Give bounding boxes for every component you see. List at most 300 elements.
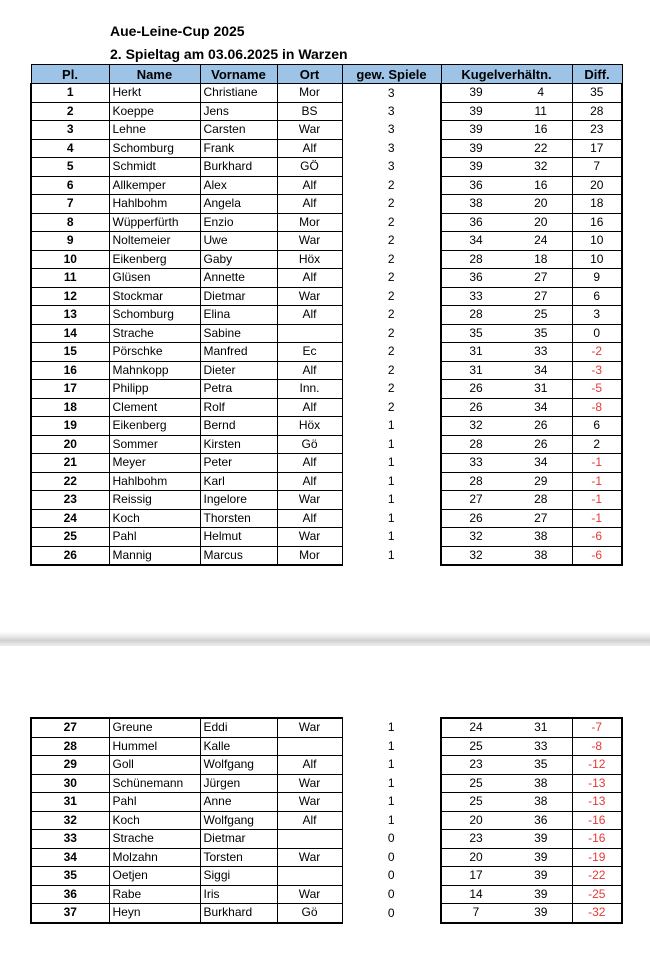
name-cell: Wüpperfürth	[109, 213, 200, 232]
first-name-cell: Uwe	[200, 232, 277, 251]
balls-against-cell: 34	[510, 361, 572, 380]
table-row	[31, 435, 622, 454]
balls-against-cell: 20	[510, 213, 572, 232]
name-cell: Heyn	[109, 904, 200, 923]
first-name-cell: Peter	[200, 454, 277, 473]
location-cell	[277, 830, 342, 849]
balls-against-cell: 38	[510, 774, 572, 793]
difference-cell: -1	[572, 454, 622, 473]
rank-cell: 19	[31, 417, 109, 436]
first-name-cell: Thorsten	[200, 509, 277, 528]
difference-cell: 6	[572, 417, 622, 436]
table-row	[31, 250, 622, 269]
games-won-cell: 0	[342, 848, 441, 867]
header-name: Name	[109, 65, 200, 84]
first-name-cell: Iris	[200, 885, 277, 904]
games-won-cell: 2	[342, 176, 441, 195]
location-cell: Höx	[277, 250, 342, 269]
first-name-cell: Enzio	[200, 213, 277, 232]
table-row	[31, 491, 622, 510]
rank-cell: 20	[31, 435, 109, 454]
balls-for-cell: 14	[441, 885, 510, 904]
rank-cell: 21	[31, 454, 109, 473]
rank-cell: 26	[31, 546, 109, 565]
location-cell: Mor	[277, 213, 342, 232]
first-name-cell: Eddi	[200, 718, 277, 737]
difference-cell: -12	[572, 756, 622, 775]
first-name-cell: Sabine	[200, 324, 277, 343]
rank-cell: 10	[31, 250, 109, 269]
name-cell: Glüsen	[109, 269, 200, 288]
name-cell: Koch	[109, 811, 200, 830]
difference-cell: -5	[572, 380, 622, 399]
name-cell: Meyer	[109, 454, 200, 473]
difference-cell: -25	[572, 885, 622, 904]
location-cell: Mor	[277, 546, 342, 565]
games-won-cell: 1	[342, 509, 441, 528]
table-row	[31, 454, 622, 473]
difference-cell: -13	[572, 774, 622, 793]
name-cell: Herkt	[109, 84, 200, 103]
location-cell: Alf	[277, 472, 342, 491]
rank-cell: 31	[31, 793, 109, 812]
rank-cell: 15	[31, 343, 109, 362]
balls-for-cell: 32	[441, 417, 510, 436]
difference-cell: 10	[572, 232, 622, 251]
games-won-cell: 2	[342, 213, 441, 232]
name-cell: Molzahn	[109, 848, 200, 867]
first-name-cell: Elina	[200, 306, 277, 325]
location-cell: Alf	[277, 139, 342, 158]
balls-for-cell: 23	[441, 830, 510, 849]
games-won-cell: 1	[342, 546, 441, 565]
location-cell: War	[277, 718, 342, 737]
balls-for-cell: 28	[441, 250, 510, 269]
location-cell: Alf	[277, 454, 342, 473]
rank-cell: 33	[31, 830, 109, 849]
location-cell: Höx	[277, 417, 342, 436]
balls-for-cell: 26	[441, 380, 510, 399]
games-won-cell: 0	[342, 885, 441, 904]
table-row	[31, 139, 622, 158]
games-won-cell: 2	[342, 269, 441, 288]
header-ort: Ort	[277, 65, 342, 84]
balls-for-cell: 39	[441, 84, 510, 103]
rank-cell: 8	[31, 213, 109, 232]
table-row	[31, 830, 622, 849]
first-name-cell: Petra	[200, 380, 277, 399]
first-name-cell: Kalle	[200, 737, 277, 756]
games-won-cell: 1	[342, 718, 441, 737]
location-cell: War	[277, 121, 342, 140]
difference-cell: -6	[572, 546, 622, 565]
difference-cell: -7	[572, 718, 622, 737]
difference-cell: 20	[572, 176, 622, 195]
balls-against-cell: 34	[510, 398, 572, 417]
balls-against-cell: 26	[510, 435, 572, 454]
games-won-cell: 1	[342, 528, 441, 547]
balls-against-cell: 35	[510, 324, 572, 343]
name-cell: Strache	[109, 830, 200, 849]
name-cell: Hahlbohm	[109, 472, 200, 491]
first-name-cell: Manfred	[200, 343, 277, 362]
difference-cell: -1	[572, 472, 622, 491]
balls-for-cell: 31	[441, 361, 510, 380]
games-won-cell: 2	[342, 195, 441, 214]
rank-cell: 16	[31, 361, 109, 380]
header-gew-spiele: gew. Spiele	[342, 65, 441, 84]
balls-against-cell: 4	[510, 84, 572, 103]
location-cell: Alf	[277, 361, 342, 380]
first-name-cell: Frank	[200, 139, 277, 158]
difference-cell: -22	[572, 867, 622, 886]
header-pl: Pl.	[31, 65, 109, 84]
location-cell: Alf	[277, 398, 342, 417]
table-row	[31, 102, 622, 121]
header-diff: Diff.	[572, 65, 622, 84]
location-cell: Gö	[277, 435, 342, 454]
first-name-cell: Rolf	[200, 398, 277, 417]
difference-cell: -3	[572, 361, 622, 380]
name-cell: Reissig	[109, 491, 200, 510]
balls-against-cell: 31	[510, 718, 572, 737]
balls-against-cell: 39	[510, 848, 572, 867]
games-won-cell: 1	[342, 737, 441, 756]
difference-cell: 10	[572, 250, 622, 269]
balls-for-cell: 39	[441, 139, 510, 158]
difference-cell: -1	[572, 491, 622, 510]
location-cell: Alf	[277, 509, 342, 528]
games-won-cell: 1	[342, 491, 441, 510]
table-row	[31, 793, 622, 812]
balls-against-cell: 39	[510, 885, 572, 904]
location-cell: Gö	[277, 904, 342, 923]
games-won-cell: 3	[342, 84, 441, 103]
rank-cell: 2	[31, 102, 109, 121]
balls-for-cell: 26	[441, 509, 510, 528]
balls-against-cell: 22	[510, 139, 572, 158]
games-won-cell: 2	[342, 232, 441, 251]
results-table-page2	[30, 717, 623, 924]
games-won-cell: 0	[342, 830, 441, 849]
balls-for-cell: 36	[441, 269, 510, 288]
balls-for-cell: 39	[441, 158, 510, 177]
location-cell	[277, 324, 342, 343]
balls-against-cell: 32	[510, 158, 572, 177]
games-won-cell: 3	[342, 121, 441, 140]
rank-cell: 14	[31, 324, 109, 343]
table-row	[31, 306, 622, 325]
rank-cell: 36	[31, 885, 109, 904]
difference-cell: 28	[572, 102, 622, 121]
difference-cell: 3	[572, 306, 622, 325]
table-row	[31, 398, 622, 417]
difference-cell: -19	[572, 848, 622, 867]
table-row	[31, 885, 622, 904]
table-row	[31, 528, 622, 547]
games-won-cell: 0	[342, 904, 441, 923]
balls-against-cell: 33	[510, 343, 572, 362]
rank-cell: 29	[31, 756, 109, 775]
name-cell: Koch	[109, 509, 200, 528]
difference-cell: 7	[572, 158, 622, 177]
difference-cell: 9	[572, 269, 622, 288]
games-won-cell: 3	[342, 139, 441, 158]
games-won-cell: 2	[342, 250, 441, 269]
name-cell: Schomburg	[109, 306, 200, 325]
name-cell: Hummel	[109, 737, 200, 756]
rank-cell: 5	[31, 158, 109, 177]
rank-cell: 32	[31, 811, 109, 830]
rank-cell: 18	[31, 398, 109, 417]
header-vorname: Vorname	[200, 65, 277, 84]
balls-against-cell: 26	[510, 417, 572, 436]
first-name-cell: Annette	[200, 269, 277, 288]
name-cell: Pörschke	[109, 343, 200, 362]
results-body-page2	[31, 718, 622, 923]
location-cell	[277, 737, 342, 756]
location-cell: Alf	[277, 176, 342, 195]
balls-against-cell: 39	[510, 830, 572, 849]
header-kugelverhaeltnis: Kugelverhältn.	[441, 65, 572, 84]
difference-cell: 6	[572, 287, 622, 306]
balls-against-cell: 31	[510, 380, 572, 399]
first-name-cell: Jürgen	[200, 774, 277, 793]
rank-cell: 11	[31, 269, 109, 288]
first-name-cell: Burkhard	[200, 158, 277, 177]
games-won-cell: 2	[342, 398, 441, 417]
first-name-cell: Jens	[200, 102, 277, 121]
games-won-cell: 2	[342, 343, 441, 362]
balls-against-cell: 16	[510, 121, 572, 140]
difference-cell: -8	[572, 398, 622, 417]
difference-cell: 23	[572, 121, 622, 140]
difference-cell: 35	[572, 84, 622, 103]
table-row	[31, 213, 622, 232]
table-row	[31, 269, 622, 288]
rank-cell: 37	[31, 904, 109, 923]
balls-for-cell: 20	[441, 811, 510, 830]
table-row	[31, 867, 622, 886]
first-name-cell: Marcus	[200, 546, 277, 565]
location-cell: Ec	[277, 343, 342, 362]
rank-cell: 35	[31, 867, 109, 886]
name-cell: Clement	[109, 398, 200, 417]
rank-cell: 1	[31, 84, 109, 103]
games-won-cell: 1	[342, 793, 441, 812]
location-cell: War	[277, 232, 342, 251]
difference-cell: -6	[572, 528, 622, 547]
location-cell: Alf	[277, 756, 342, 775]
rank-cell: 6	[31, 176, 109, 195]
first-name-cell: Dieter	[200, 361, 277, 380]
results-table-page1	[30, 64, 623, 566]
rank-cell: 24	[31, 509, 109, 528]
rank-cell: 7	[31, 195, 109, 214]
table-row	[31, 509, 622, 528]
balls-against-cell: 33	[510, 737, 572, 756]
games-won-cell: 0	[342, 867, 441, 886]
first-name-cell: Siggi	[200, 867, 277, 886]
location-cell: Alf	[277, 195, 342, 214]
name-cell: Noltemeier	[109, 232, 200, 251]
first-name-cell: Angela	[200, 195, 277, 214]
balls-for-cell: 34	[441, 232, 510, 251]
name-cell: Oetjen	[109, 867, 200, 886]
table-row	[31, 361, 622, 380]
games-won-cell: 2	[342, 324, 441, 343]
balls-for-cell: 28	[441, 435, 510, 454]
location-cell	[277, 867, 342, 886]
balls-for-cell: 31	[441, 343, 510, 362]
difference-cell: 0	[572, 324, 622, 343]
balls-for-cell: 32	[441, 528, 510, 547]
name-cell: Eikenberg	[109, 417, 200, 436]
balls-against-cell: 16	[510, 176, 572, 195]
location-cell: GÖ	[277, 158, 342, 177]
balls-against-cell: 35	[510, 756, 572, 775]
balls-against-cell: 27	[510, 269, 572, 288]
rank-cell: 4	[31, 139, 109, 158]
first-name-cell: Anne	[200, 793, 277, 812]
balls-for-cell: 36	[441, 213, 510, 232]
rank-cell: 25	[31, 528, 109, 547]
location-cell: Alf	[277, 811, 342, 830]
games-won-cell: 2	[342, 380, 441, 399]
first-name-cell: Torsten	[200, 848, 277, 867]
table-row	[31, 811, 622, 830]
difference-cell: 16	[572, 213, 622, 232]
balls-against-cell: 39	[510, 904, 572, 923]
name-cell: Rabe	[109, 885, 200, 904]
balls-for-cell: 38	[441, 195, 510, 214]
table-row	[31, 121, 622, 140]
location-cell: War	[277, 287, 342, 306]
difference-cell: 2	[572, 435, 622, 454]
games-won-cell: 2	[342, 361, 441, 380]
name-cell: Schomburg	[109, 139, 200, 158]
table-row	[31, 546, 622, 565]
first-name-cell: Ingelore	[200, 491, 277, 510]
location-cell: War	[277, 793, 342, 812]
location-cell: War	[277, 491, 342, 510]
table-row	[31, 84, 622, 103]
difference-cell: 18	[572, 195, 622, 214]
balls-for-cell: 35	[441, 324, 510, 343]
table-row	[31, 774, 622, 793]
first-name-cell: Gaby	[200, 250, 277, 269]
location-cell: War	[277, 848, 342, 867]
balls-for-cell: 39	[441, 121, 510, 140]
page-separator	[0, 632, 650, 646]
name-cell: Schmidt	[109, 158, 200, 177]
rank-cell: 9	[31, 232, 109, 251]
difference-cell: -8	[572, 737, 622, 756]
first-name-cell: Dietmar	[200, 287, 277, 306]
table-row	[31, 287, 622, 306]
results-body-page1	[31, 84, 622, 566]
name-cell: Eikenberg	[109, 250, 200, 269]
location-cell: Alf	[277, 269, 342, 288]
balls-against-cell: 38	[510, 793, 572, 812]
name-cell: Mahnkopp	[109, 361, 200, 380]
name-cell: Pahl	[109, 793, 200, 812]
table-row	[31, 756, 622, 775]
balls-against-cell: 34	[510, 454, 572, 473]
games-won-cell: 1	[342, 811, 441, 830]
table-row	[31, 417, 622, 436]
balls-for-cell: 25	[441, 774, 510, 793]
balls-against-cell: 20	[510, 195, 572, 214]
name-cell: Sommer	[109, 435, 200, 454]
rank-cell: 17	[31, 380, 109, 399]
games-won-cell: 1	[342, 472, 441, 491]
balls-for-cell: 28	[441, 472, 510, 491]
balls-for-cell: 28	[441, 306, 510, 325]
table-header-row	[31, 65, 622, 84]
balls-for-cell: 33	[441, 454, 510, 473]
location-cell: BS	[277, 102, 342, 121]
balls-for-cell: 17	[441, 867, 510, 886]
balls-against-cell: 27	[510, 509, 572, 528]
balls-for-cell: 27	[441, 491, 510, 510]
rank-cell: 12	[31, 287, 109, 306]
games-won-cell: 1	[342, 774, 441, 793]
table-row	[31, 904, 622, 923]
balls-for-cell: 24	[441, 718, 510, 737]
name-cell: Stockmar	[109, 287, 200, 306]
first-name-cell: Karl	[200, 472, 277, 491]
rank-cell: 30	[31, 774, 109, 793]
balls-against-cell: 29	[510, 472, 572, 491]
balls-for-cell: 36	[441, 176, 510, 195]
table-row	[31, 324, 622, 343]
games-won-cell: 2	[342, 306, 441, 325]
rank-cell: 23	[31, 491, 109, 510]
first-name-cell: Carsten	[200, 121, 277, 140]
games-won-cell: 3	[342, 158, 441, 177]
difference-cell: -16	[572, 830, 622, 849]
difference-cell: -1	[572, 509, 622, 528]
table-row	[31, 472, 622, 491]
balls-for-cell: 20	[441, 848, 510, 867]
location-cell: War	[277, 885, 342, 904]
rank-cell: 3	[31, 121, 109, 140]
balls-for-cell: 39	[441, 102, 510, 121]
name-cell: Koeppe	[109, 102, 200, 121]
balls-for-cell: 33	[441, 287, 510, 306]
first-name-cell: Alex	[200, 176, 277, 195]
games-won-cell: 1	[342, 435, 441, 454]
name-cell: Hahlbohm	[109, 195, 200, 214]
difference-cell: -2	[572, 343, 622, 362]
table-row	[31, 176, 622, 195]
games-won-cell: 1	[342, 756, 441, 775]
name-cell: Greune	[109, 718, 200, 737]
rank-cell: 27	[31, 718, 109, 737]
balls-against-cell: 24	[510, 232, 572, 251]
table-row	[31, 195, 622, 214]
document-subtitle: 2. Spieltag am 03.06.2025 in Warzen	[110, 46, 348, 62]
balls-against-cell: 38	[510, 546, 572, 565]
first-name-cell: Dietmar	[200, 830, 277, 849]
location-cell: War	[277, 774, 342, 793]
games-won-cell: 1	[342, 417, 441, 436]
table-row	[31, 158, 622, 177]
rank-cell: 34	[31, 848, 109, 867]
balls-for-cell: 32	[441, 546, 510, 565]
first-name-cell: Burkhard	[200, 904, 277, 923]
